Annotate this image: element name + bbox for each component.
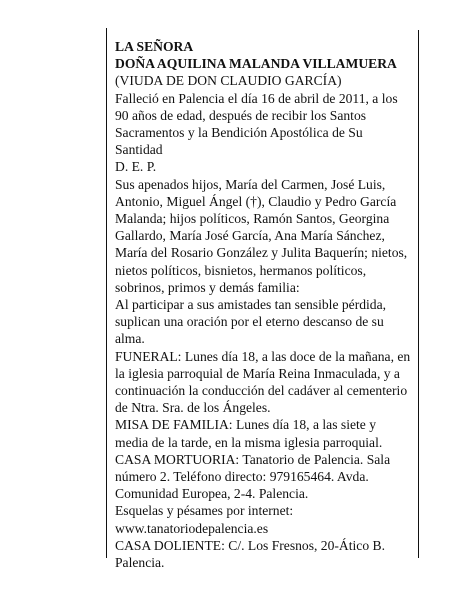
obituary-text-column [115, 38, 411, 571]
family-list: Sus apenados hijos, María del Carmen, José Luis, Antonio, Miguel Ángel (†), Claudio y Pedro García Malanda; hijos políticos, Ramón Santos, Georgina Gallardo, María José García, Ana María Sánchez, María del Rosario González y Julita Baquerín; nietos, nietos políticos, bisnietos, hermanos políticos, sobrinos, primos y demás familia: [115, 176, 408, 295]
family-mass-info: MISA DE FAMILIA: Lunes día 18, a las siete y media de la tarde, en la misma iglesia parroquial. [115, 417, 383, 450]
left-border-rule [106, 28, 107, 558]
widow-of-note: (VIUDA DE DON CLAUDIO GARCÍA) [115, 73, 342, 89]
death-announcement: Falleció en Palencia el día 16 de abril de 2011, a los 90 años de edad, después de recibir los Santos Sacramentos y la Bendición Apostólica de Su Santidad [115, 90, 398, 158]
funeral-home-website-link[interactable]: www.tanatoriodepalencia.es [115, 520, 269, 536]
mourning-house-info: CASA DOLIENTE: C/. Los Fresnos, 20-Ático B. Palencia. [115, 537, 385, 571]
funeral-info: FUNERAL: Lunes día 18, a las doce de la mañana, en la iglesia parroquial de María Reina Inmaculada, y a continuación la conducción del cadáver al cementerio de Ntra. Sra. de los Ángeles. [115, 348, 411, 416]
internet-condolences-label: Esquelas y pésames por internet: [115, 503, 294, 519]
deceased-name: DOÑA AQUILINA MALANDA VILLAMUERA [115, 56, 397, 72]
deceased-title: LA SEÑORA [115, 39, 194, 54]
funeral-home-info: CASA MORTUORIA: Tanatorio de Palencia. Sala número 2. Teléfono directo: 979165464. Avda. Comunidad Europea, 2-4. Palencia. [115, 451, 391, 502]
prayer-request: Al participar a sus amistades tan sensible pérdida, suplican una oración por el eterno descanso de su alma. [115, 297, 387, 347]
rest-in-peace: D. E. P. [115, 159, 157, 175]
right-border-rule [418, 30, 419, 558]
